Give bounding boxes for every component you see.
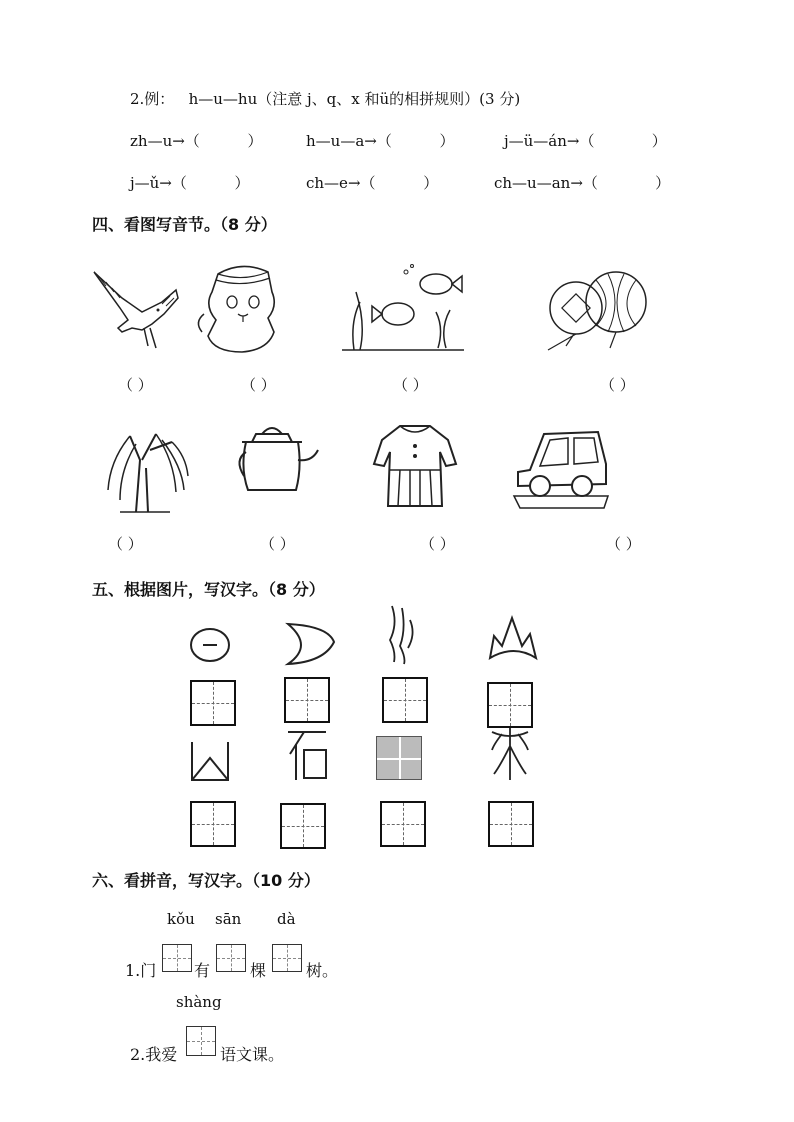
section-5-title: 五、根据图片，写汉字。（8 分）: [92, 580, 325, 599]
answer-paren-7[interactable]: （ ）: [420, 535, 455, 553]
pinyin-task-6: ch—u—an→（ ）: [494, 174, 671, 192]
fish-tank-icon: [340, 262, 466, 354]
pinyin-san: sān: [215, 910, 242, 928]
pinyin-task-5: ch—e→（ ）: [306, 174, 439, 192]
writing-box-1[interactable]: [190, 680, 236, 726]
answer-paren-4[interactable]: （ ）: [600, 376, 635, 394]
writing-box-8[interactable]: [488, 801, 534, 847]
water-icon: [386, 604, 418, 666]
writing-box-6[interactable]: [280, 803, 326, 849]
fire-icon: [488, 614, 538, 662]
writing-box-7[interactable]: [380, 801, 426, 847]
cat-icon: [198, 262, 288, 356]
dress-icon: [370, 420, 460, 510]
pinyin-task-1: zh—u→（ ）: [130, 132, 263, 150]
moon-icon: [284, 622, 336, 666]
sentence-1-end: 树。: [306, 961, 339, 980]
pinyin-task-3: j—ü—án→（ ）: [504, 132, 667, 150]
answer-paren-2[interactable]: （ ）: [241, 376, 276, 394]
answer-box-san[interactable]: [216, 944, 246, 972]
stone-icon: [284, 730, 330, 782]
pinyin-da: dà: [277, 910, 296, 928]
field-icon: [376, 736, 422, 780]
writing-box-3[interactable]: [382, 677, 428, 723]
answer-paren-1[interactable]: （ ）: [118, 376, 153, 394]
answer-paren-6[interactable]: （ ）: [260, 535, 295, 553]
sentence-1-part3: 棵: [250, 961, 267, 980]
wood-icon: [488, 726, 532, 782]
answer-box-shang[interactable]: [186, 1026, 216, 1056]
sun-icon: [188, 626, 232, 664]
eagle-icon: [92, 268, 180, 354]
answer-paren-5[interactable]: （ ）: [108, 535, 143, 553]
answer-paren-3[interactable]: （ ）: [393, 376, 428, 394]
pinyin-kou: kǒu: [167, 910, 195, 928]
writing-box-4[interactable]: [487, 682, 533, 728]
pinyin-shang: shàng: [176, 993, 222, 1011]
sentence-2-end: 语文课。: [220, 1045, 285, 1064]
sentence-1-start: 1.门: [125, 961, 157, 980]
lantern-icon: [526, 260, 658, 356]
willow-tree-icon: [100, 420, 190, 514]
sentence-2-start: 2.我爱: [130, 1045, 178, 1064]
sentence-1-part2: 有: [194, 961, 211, 980]
writing-box-5[interactable]: [190, 801, 236, 847]
pinyin-task-2: h—u—a→（ ）: [306, 132, 455, 150]
answer-paren-8[interactable]: （ ）: [606, 535, 641, 553]
car-icon: [510, 424, 610, 510]
section-4-title: 四、看图写音节。（8 分）: [92, 215, 277, 234]
answer-box-da[interactable]: [272, 944, 302, 972]
example-line: 2.例： h—u—hu（注意 j、q、x 和ü的相拼规则）(3 分): [130, 90, 521, 108]
writing-box-2[interactable]: [284, 677, 330, 723]
pinyin-task-4: j—ǔ→（ ）: [130, 174, 250, 192]
mountain-icon: [186, 738, 234, 784]
section-6-title: 六、看拼音，写汉字。（10 分）: [92, 871, 320, 890]
teapot-icon: [232, 420, 320, 496]
answer-box-kou[interactable]: [162, 944, 192, 972]
